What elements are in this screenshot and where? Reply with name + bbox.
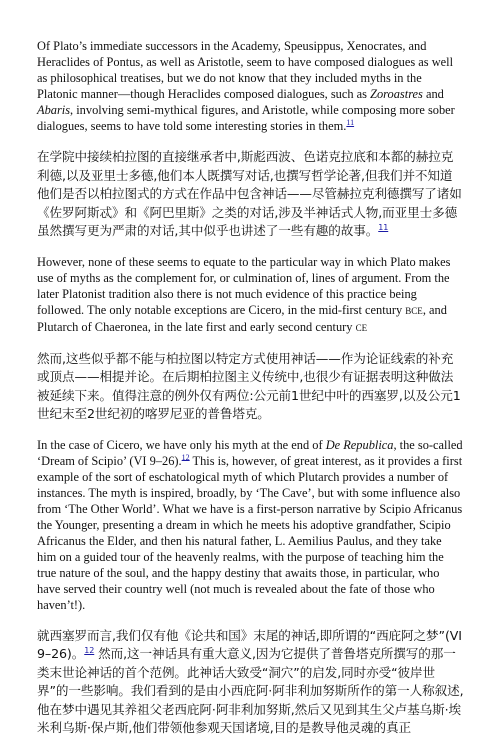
- chinese-paragraph: [37, 350, 464, 424]
- english-paragraph: [37, 254, 464, 336]
- italic-title: Zoroastres: [370, 87, 423, 101]
- text-run: 然而,这些似乎都不能与柏拉图以特定方式使用神话——作为论证线索的补充或顶点——相提并论。在后期柏拉图主义传统中,也很少有证据表明这种做法被延续下来。值得注意的例外仅有两位:公元前1世纪中叶的西塞罗,以及公元1世纪末至2世纪初的喀罗尼亚的普鲁塔克。: [37, 350, 461, 421]
- footnote-link[interactable]: 11: [378, 222, 389, 232]
- chinese-paragraph: [37, 627, 464, 738]
- text-run: 然而,这一神话具有重大意义,因为它提供了普鲁塔克所撰写的那一类末世论神话的首个范例。此神话大致受“洞穴”的启发,同时亦受“彼岸世界”的一些影响。我们看到的是由小西庇阿·阿非利加努斯所作的第一人称叙述,他在梦中遇见其养祖父老西庇阿·阿非利加努斯,然后又见到其生父卢基乌斯·埃米利乌斯·保卢斯,他们带领他参观天国诸境,目的是教导他灵魂的真正: [37, 646, 464, 735]
- footnote-link[interactable]: 11: [346, 117, 355, 127]
- italic-title: Abaris: [37, 103, 71, 117]
- era-abbreviation: BCE: [405, 305, 423, 316]
- chinese-paragraph: [37, 148, 464, 241]
- text-run: , and Plutarch of Chaeronea, in the late first and early second century: [37, 302, 447, 334]
- text-run: and: [422, 87, 444, 101]
- english-paragraph: [37, 38, 464, 134]
- text-run: , involving semi-mythical figures, and Aristotle, while composing more sober dialogues, seems to have told some interesting stories in them.: [37, 103, 455, 133]
- footnote-link[interactable]: 12: [84, 645, 95, 655]
- era-abbreviation: CE: [355, 322, 368, 333]
- text-run: 在学院中接续柏拉图的直接继承者中,斯彪西波、色诺克拉底和本都的赫拉克利德,以及亚里士多德,他们本人既撰写对话,也撰写哲学论著,但我们并不知道他们是否以柏拉图式的方式在作品中包含神话——尽管赫拉克利德撰写了诸如《佐罗阿斯忒》和《阿巴里斯》之类的对话,涉及半神话式人物,而亚里士多德虽然撰写更为严肃的对话,其中似乎也讲述了一些有趣的故事。: [37, 149, 462, 238]
- text-run: However, none of these seems to equate to the particular way in which Plato makes use of myths as the complement for, or culmination of, lines of argument. From the later Platonist tradition also there is not much evidence of this practice being followed. The only notable exceptions are Cicero, in the mid-first century: [37, 254, 451, 317]
- footnote-link[interactable]: 12: [181, 452, 190, 462]
- text-run: In the case of Cicero, we have only his myth at the end of: [37, 437, 326, 452]
- text-run: 就西塞罗而言,我们仅有他《论共和国》末尾的神话,即所谓的“西庇阿之梦”(VI 9–26)。: [37, 627, 462, 661]
- english-paragraph: [37, 437, 464, 613]
- text-run: This is, however, of great interest, as it provides a first example of the sort of eschatological myth of which Plutarch provides a number of instances. The myth is inspired, broadly, by ‘The Cave’, but with some influence also from ‘The Other World’. What we have is a first-person narrative by Scipio Africanus the Younger, presenting a dream in which he meets his adoptive grandfather, Scipio Africanus the Elder, and then his natural father, L. Aemilius Paulus, and they take him on a guided tour of the heavenly realms, with the purpose of teaching him the true nature of the soul, and the happy destiny that awaits those, in particular, who have served their country well (not much is revealed about the fate of those who haven’t!).: [37, 453, 463, 612]
- text-run: Of Plato’s immediate successors in the Academy, Speusippus, Xenocrates, and Heraclides of Pontus, as well as Aristotle, seem to have composed dialogues as well as philosophical treatises, but we do not know that they included myths in the Platonic manner—though Heraclides composed dialogues, such as: [37, 39, 454, 101]
- text-run: , the so-called ‘Dream of Scipio’ (VI 9–26).: [37, 437, 463, 468]
- italic-title: De Republica: [325, 437, 394, 452]
